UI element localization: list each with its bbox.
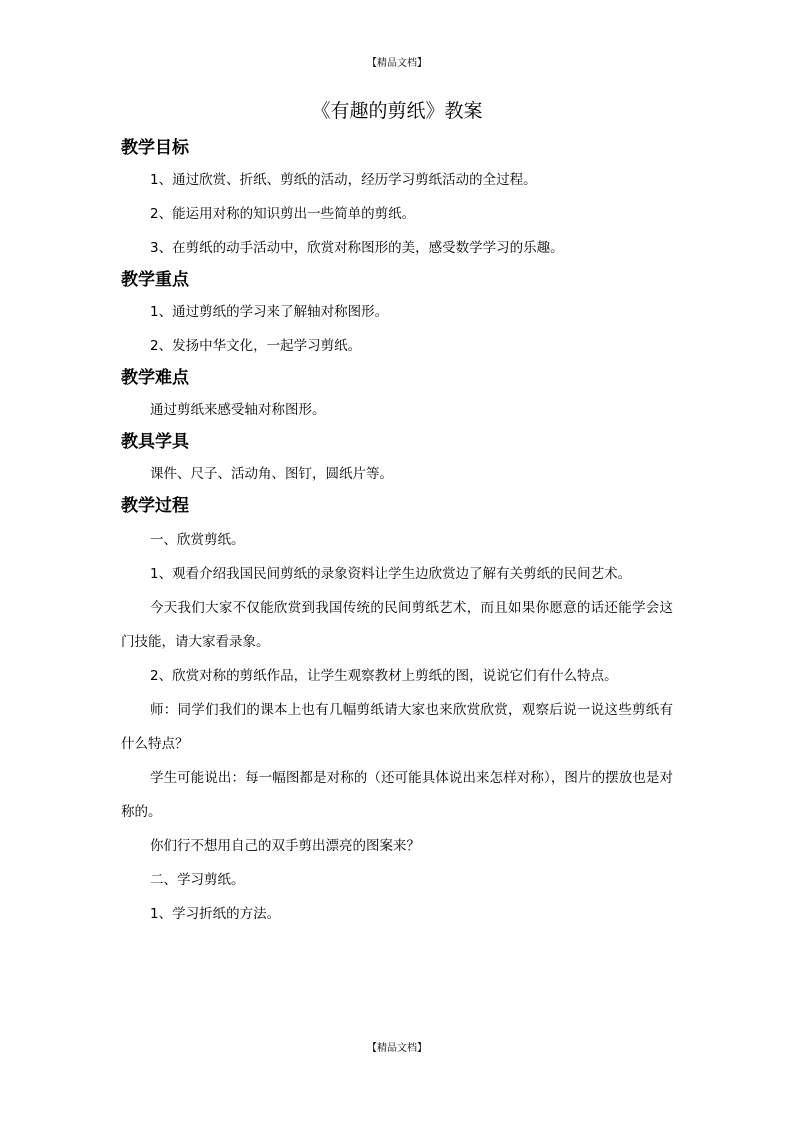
footer-mark: 【精品文档】 bbox=[367, 1043, 427, 1054]
section-heading-key-points: 教学重点 bbox=[121, 270, 189, 290]
process-paragraph: 一、欣赏剪纸。 bbox=[150, 532, 245, 548]
process-paragraph: 你们行不想用自己的双手剪出漂亮的图案来？ bbox=[150, 838, 420, 854]
process-paragraph: 2、欣赏对称的剪纸作品，让学生观察教材上剪纸的图，说说它们有什么特点。 bbox=[150, 668, 618, 684]
process-paragraph: 师：同学们我们的课本上也有几幅剪纸请大家也来欣赏欣赏，观察后说一说这些剪纸有什么特点？ bbox=[121, 702, 673, 752]
section-heading-goals: 教学目标 bbox=[121, 138, 189, 158]
key-point-item: 1、通过剪纸的学习来了解轴对称图形。 bbox=[150, 304, 389, 320]
goal-item: 3、在剪纸的动手活动中，欣赏对称图形的美，感受数学学习的乐趣。 bbox=[150, 240, 564, 256]
process-paragraph: 二、学习剪纸。 bbox=[150, 872, 245, 888]
header-mark: 【精品文档】 bbox=[367, 58, 427, 69]
page-title: 《有趣的剪纸》教案 bbox=[311, 100, 483, 122]
goal-item: 2、能运用对称的知识剪出一些简单的剪纸。 bbox=[150, 206, 416, 222]
tools-item: 课件、尺子、活动角、图钉，圆纸片等。 bbox=[150, 466, 393, 482]
process-paragraph: 1、观看介绍我国民间剪纸的录象资料让学生边欣赏边了解有关剪纸的民间艺术。 bbox=[150, 566, 632, 582]
process-paragraph: 学生可能说出：每一幅图都是对称的（还可能具体说出来怎样对称），图片的摆放也是对称的。 bbox=[121, 770, 673, 820]
section-heading-tools: 教具学具 bbox=[121, 432, 189, 452]
section-heading-process: 教学过程 bbox=[121, 496, 189, 516]
process-paragraph: 今天我们大家不仅能欣赏到我国传统的民间剪纸艺术，而且如果你愿意的话还能学会这门技能，请大家看录象。 bbox=[121, 600, 673, 650]
difficulty-item: 通过剪纸来感受轴对称图形。 bbox=[150, 402, 326, 418]
goal-item: 1、通过欣赏、折纸、剪纸的活动，经历学习剪纸活动的全过程。 bbox=[150, 172, 537, 188]
key-point-item: 2、发扬中华文化，一起学习剪纸。 bbox=[150, 338, 362, 354]
document-body bbox=[121, 96, 673, 931]
section-heading-difficulties: 教学难点 bbox=[121, 368, 189, 388]
process-paragraph: 1、学习折纸的方法。 bbox=[150, 906, 281, 922]
